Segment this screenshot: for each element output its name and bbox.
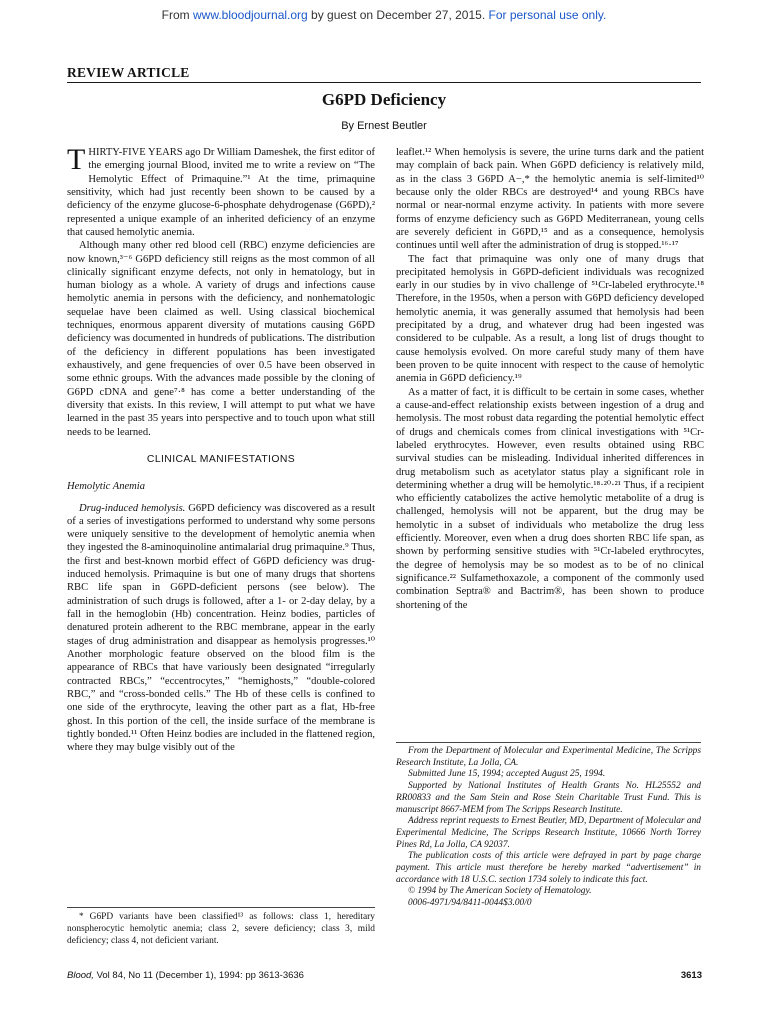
body-paragraph (67, 502, 375, 755)
affiliation-code: 0006-4971/94/8411-0044$3.00/0 (408, 898, 532, 909)
body-paragraph: Although many other red blood cell (RBC) enzyme deficiencies are now known,³⁻⁶ G6PD deficiency still reigns as the most common of all clinically significant enzyme defects, not only in hematology, but in human biology as a whole. A variety of drugs and infections cause hemolytic anemia in persons with the deficiency, and nonhematologic sequelae have been claimed as well. Using classical biochemical techniques, enormous apparent diversity of mutations causing G6PD deficiency was documented in hundreds of publications. The distribution of the deficiency in different populations has been investigated exhaustively, and gene frequencies of over 0.5 have been observed in some ethnic groups. With the advances made possible by the cloning of G6PD cDNA and gene⁷·⁸ has come a better understanding of the diversity that exists. In this review, I will attempt to put what we have learned in the past 35 years into perspective and to touch upon what still needs to be learned. (67, 240, 375, 438)
left-column (67, 143, 376, 754)
affiliation-address: Address reprint requests to Ernest Beutler, MD, Department of Molecular and Experimental Medicine, The Scripps Research Institute, 10666 North Torrey Pines Rd, La Jolla, CA 92037. (396, 816, 701, 850)
download-notice (0, 8, 768, 22)
journal-name: Blood, (67, 970, 94, 981)
journal-site-link[interactable]: www.bloodjournal.org (192, 8, 308, 22)
article-author: By Ernest Beutler (341, 120, 427, 132)
footnote-rule (67, 907, 375, 908)
affiliation-block (396, 746, 701, 910)
run-in-heading: Drug-induced hemolysis. (79, 502, 186, 514)
body-paragraph: leaflet.¹² When hemolysis is severe, the urine turns dark and the patient may complain of back pain. When G6PD deficiency is relatively mild, as in the class 3 G6PD A−,* the hemolytic anemia is self-limited¹⁰ because only the older RBCs are destroyed¹⁴ and young RBCs have normal or near-normal enzyme activity. In patients with more severe forms of enzyme deficiency such as G6PD Mediterranean, young cells are severely deficient in G6PD,¹⁵ and as a consequence, hemolysis continues until well after the administration of drug is stopped.¹⁶·¹⁷ (396, 147, 704, 252)
subsection-heading: Hemolytic Anemia (67, 481, 146, 493)
article-title: G6PD Deficiency (321, 90, 447, 109)
download-notice-guest: by guest on December 27, 2015. (307, 8, 489, 22)
affiliation-rule (396, 742, 701, 743)
right-column (396, 146, 704, 612)
citation-text: Vol 84, No 11 (December 1), 1994: pp 3613-3636 (93, 970, 304, 981)
section-heading: CLINICAL MANIFESTATIONS (146, 453, 296, 465)
affiliation-dates: Submitted June 15, 1994; accepted August 25, 1994. (408, 769, 606, 780)
affiliation-publication-costs: The publication costs of this article were defrayed in part by page charge payment. This article must therefore be hereby marked “advertisement” in accordance with 18 U.S.C. section 1734 solely to indicate this fact. (396, 851, 701, 885)
section-label: REVIEW ARTICLE (67, 65, 190, 80)
journal-citation (67, 970, 304, 981)
body-paragraph: The fact that primaquine was only one of many drugs that precipitated hemolysis in G6PD-deficient individuals was recognized early in our studies by in vivo challenge of ⁵¹Cr-labeled erythrocyte.¹⁸ Therefore, in the 1950s, when a person with G6PD deficiency developed hemolytic anemia, it was generally assumed that hemolysis had been precipitated by a drug, and whatever drug had been ingested was considered to be culpable. As a result, a long list of drugs thought to cause hemolysis evolved. On more careful study many of them have been proven to be quite innocent with respect to the cause of hemolytic anemia in G6PD deficiency.¹⁹ (396, 253, 704, 385)
affiliation-copyright: © 1994 by The American Society of Hematology. (408, 886, 592, 897)
footnote: * G6PD variants have been classified¹³ as follows: class 1, hereditary nonspherocytic hemolytic anemia; class 2, severe deficiency; class 3, mild deficiency; class 4, not deficient variant. (67, 912, 375, 946)
drop-cap: T (67, 143, 86, 176)
affiliation-department: From the Department of Molecular and Experimental Medicine, The Scripps Research Institute, La Jolla, CA. (396, 746, 701, 768)
download-notice-from: From (161, 8, 193, 22)
paragraph-text: G6PD deficiency was discovered as a result of a series of investigations performed to understand why some persons were uniquely sensitive to the development of hemolytic anemia when they ingested the 8-aminoquinoline antimalarial drug primaquine.⁹ Thus, the first and best-known morbid effect of G6PD deficiency was drug-induced hemolysis. Primaquine is but one of many drugs that shortens RBC life span in G6PD-deficient persons (see below). The administration of such drugs is followed, after a 1- or 2-day delay, by a fall in the hemoglobin (Hb) concentration. Heinz bodies, particles of denatured protein adherent to the RBC membrane, appear in the early stages of drug administration and disappear as hemolysis progresses.¹⁰ Another morphologic feature observed on the blood film is the appearance of RBCs that have variously been designated “irregularly contracted RBCs,” “eccentrocytes,” “hemighosts,” “double-colored RBC,” and “cross-bonded cells.” The Hb of these cells is confined to one side of the erythrocyte, leaving the other part as a flat, Hb-free ghost. In this portion of the cell, the inside surface of the membrane is tightly bonded.¹¹ Often Heinz bodies are included in the flattened region, where they may bulge visibly out of the (67, 502, 376, 754)
affiliation-support: Supported by National Institutes of Health Grants No. HL25552 and RR00833 and the Sam Stein and Rose Stein Charitable Trust Fund. This is manuscript 8667-MEM from The Scripps Research Institute. (396, 781, 701, 815)
page-number: 3613 (680, 970, 702, 981)
section-rule (67, 82, 701, 83)
body-paragraph: As a matter of fact, it is difficult to be certain in some cases, whether a cause-and-effect relationship exists between ingestion of a drug and hemolysis. The most robust data regarding the potential hemolytic effect of drugs and chemicals comes from clinical investigations with ⁵¹Cr-labeled erythrocytes. However, even results obtained using RBC survival studies can be misleading. Individual inherited differences in drug metabolism such as acetylator status play a significant role in determining whether a drug will be hemolytic.¹⁸·²⁰·²¹ Thus, if a recipient who efficiently catabolizes the active hemolytic metabolite of a drug is challenged, hemolysis will not be apparent, but the drug may be hemolytic in a subset of individuals who metabolize the drug less efficiently. Moreover, even when a drug does shorten RBC life span, as shown by performing sensitive studies with ⁵¹Cr-labeled erythrocytes, the degree of hemolysis may be so modest as to be of no clinical significance.²² Sulfamethoxazole, a component of the commonly used combination Septra® and Bactrim®, has been shown to produce shortening of the (396, 386, 704, 611)
personal-use-link[interactable]: For personal use only. (488, 8, 607, 22)
intro-text: HIRTY-FIVE YEARS ago Dr William Dameshek, the first editor of the emerging journal Blood, invited me to write a review on “The Hemolytic Effect of Primaquine.”¹ At the time, primaquine sensitivity, which had just recently been shown to be caused by a deficiency of the enzyme glucose-6-phosphate dehydrogenase (G6PD),² represented a unique example of an inherited deficiency of an enzyme that caused hemolytic anemia. (67, 147, 375, 238)
intro-paragraph (67, 143, 375, 239)
